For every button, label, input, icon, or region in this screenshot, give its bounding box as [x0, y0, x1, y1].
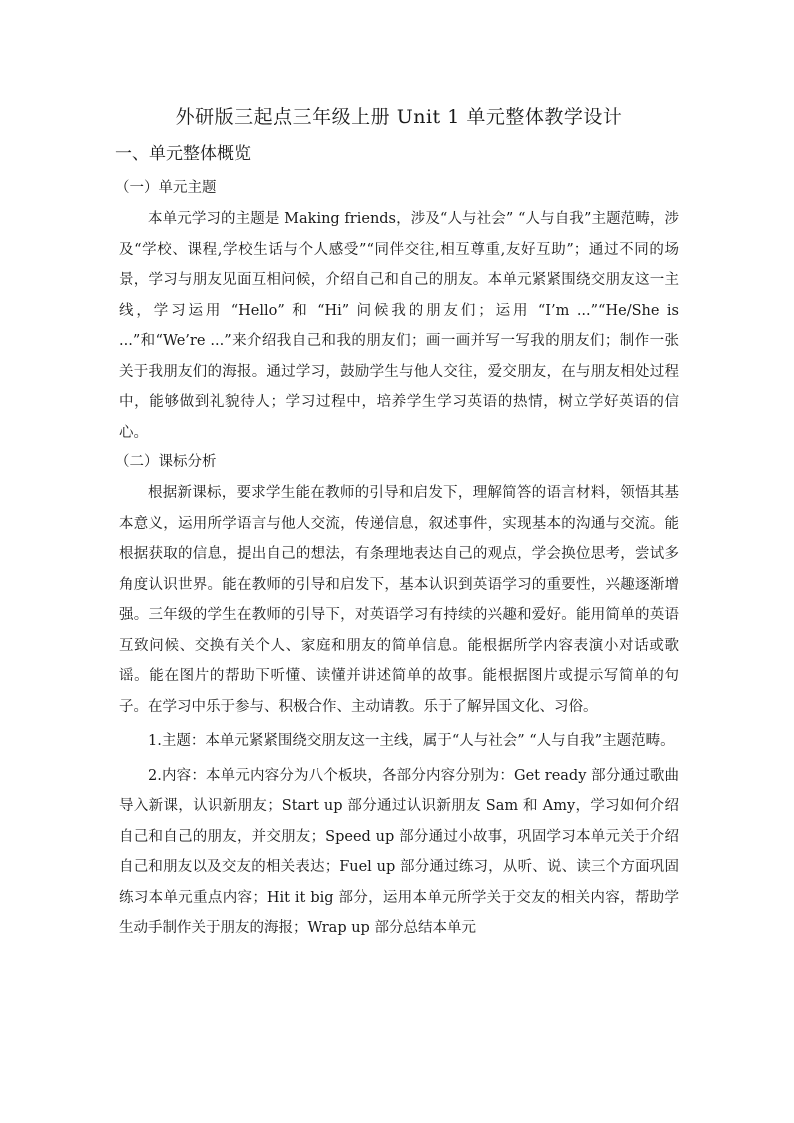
document-page — [115, 100, 679, 944]
paragraph-point-theme: 1.主题：本单元紧紧围绕交朋友这一主线，属于“人与社会” “人与自我”主题范畴。 — [148, 733, 675, 749]
paragraph-point-content: 2.内容：本单元内容分为八个板块，各部分内容分别为：Get ready 部分通过歌曲导入新课，认识新朋友；Start up 部分通过认识新朋友 Sam 和 Amy，学习如何介绍自己和自己的朋友，并交朋友；Speed up 部分通过小故事，巩固学习本单元关于介绍自己和朋友以及交友的相关表达；Fuel up 部分通过练习，从听、说、读三个方面巩固练习本单元重点内容；Hit it big 部分，运用本单元所学关于交友的相关内容，帮助学生动手制作关于朋友的海报；Wrap up 部分总结本单元 — [119, 767, 679, 936]
subsection-heading-unit-theme: （一）单元主题 — [115, 180, 217, 196]
section-heading-overview: 一、单元整体概览 — [115, 144, 251, 164]
document-title: 外研版三起点三年级上册 Unit 1 单元整体教学设计 — [175, 106, 623, 128]
paragraph-curriculum-analysis: 根据新课标，要求学生能在教师的引导和启发下，理解简答的语言材料，领悟其基本意义，运用所学语言与他人交流，传递信息，叙述事件，实现基本的沟通与交流。能根据获取的信息，提出自己的想法，有条理地表达自己的观点，学会换位思考，尝试多角度认识世界。能在教师的引导和启发下，基本认识到英语学习的重要性，兴趣逐渐增强。三年级的学生在教师的引导下，对英语学习有持续的兴趣和爱好。能用简单的英语互致问候、交换有关个人、家庭和朋友的简单信息。能根据所学内容表演小对话或歌谣。能在图片的帮助下听懂、读懂并讲述简单的故事。能根据图片或提示写简单的句子。在学习中乐于参与、积极合作、主动请教。乐于了解异国文化、习俗。 — [119, 485, 679, 715]
paragraph-unit-theme: 本单元学习的主题是 Making friends，涉及“人与社会” “人与自我”主题范畴，涉及“学校、课程,学校生话与个人感受”“同伴交往,相互尊重,友好互助”；通过不同的场景，学习与朋友见面互相问候，介绍自己和自己的朋友。本单元紧紧围绕交朋友这一主线，学习运用 “Hello” 和 “Hi” 问候我的朋友们；运用 “I’m ...”“He/She is ...”和“We’re ...”来介绍我自己和我的朋友们；画一画并写一写我的朋友们；制作一张关于我朋友们的海报。通过学习，鼓励学生与他人交往，爱交朋友，在与朋友相处过程中，能够做到礼貌待人；学习过程中，培养学生学习英语的热情，树立学好英语的信心。 — [119, 211, 679, 441]
subsection-heading-curriculum-analysis: （二）课标分析 — [115, 454, 217, 470]
